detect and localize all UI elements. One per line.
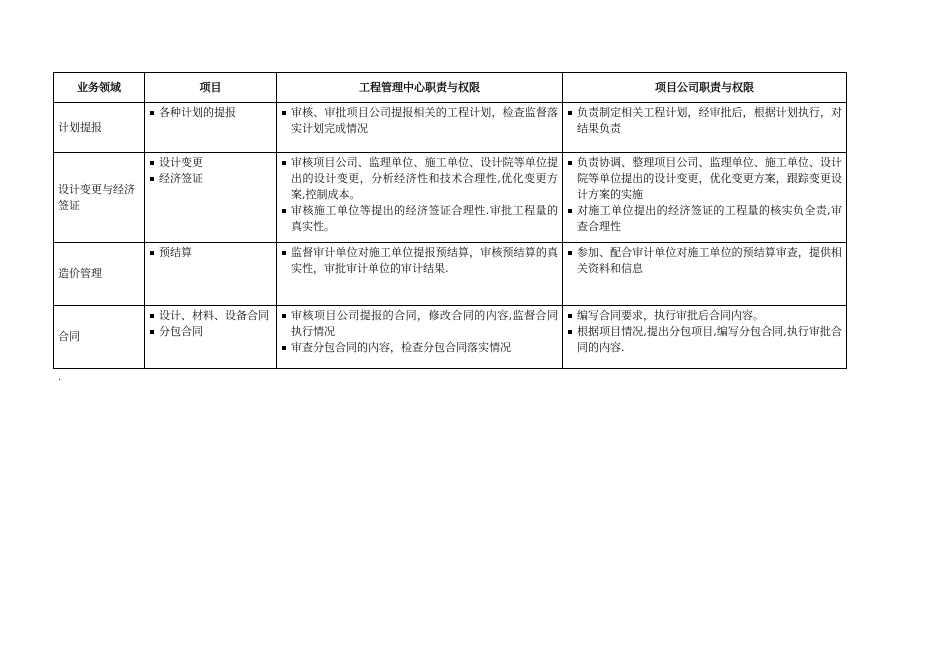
list-item: 设计、材料、设备合同 <box>149 308 272 324</box>
list-item: 负责协调、整理项目公司、监理单位、施工单位、设计院等单位提出的设计变更，优化变更方案，跟踪变更设计方案的实施 <box>567 155 842 203</box>
list-item: 对施工单位提出的经济签证的工程量的核实负全责,审查合理性 <box>567 203 842 235</box>
table-row <box>54 243 847 306</box>
table-row <box>54 153 847 243</box>
list-item: 监督审计单位对施工单位提报预结算，审核预结算的真实性，审批审计单位的审计结果. <box>281 245 558 277</box>
item-cell <box>145 103 277 153</box>
list-item: 预结算 <box>149 245 272 261</box>
item-cell <box>145 243 277 306</box>
list-item: 经济签证 <box>149 171 272 187</box>
area-cell: 造价管理 <box>54 243 145 306</box>
area-cell: 设计变更与经济签证 <box>54 153 145 243</box>
header-center-duties: 工程管理中心职责与权限 <box>277 73 563 103</box>
list-item: 根据项目情况,提出分包项目,编写分包合同,执行审批合同的内容. <box>567 324 842 356</box>
area-cell: 合同 <box>54 306 145 369</box>
footnote-mark: . <box>58 372 62 383</box>
header-item: 项目 <box>145 73 277 103</box>
list-item: 设计变更 <box>149 155 272 171</box>
header-business-area: 业务领域 <box>54 73 145 103</box>
header-company-duties: 项目公司职责与权限 <box>563 73 847 103</box>
company-duty-cell <box>563 153 847 243</box>
list-item: 审查分包合同的内容，检查分包合同落实情况 <box>281 340 558 356</box>
table-header-row <box>54 73 847 103</box>
list-item: 编写合同要求，执行审批后合同内容。 <box>567 308 842 324</box>
list-item: 审核项目公司、监理单位、施工单位、设计院等单位提出的设计变更，分析经济性和技术合理性,优化变更方案,控制成本。 <box>281 155 558 203</box>
list-item: 审核、审批项目公司提报相关的工程计划，检查监督落实计划完成情况 <box>281 105 558 137</box>
center-duty-cell <box>277 103 563 153</box>
company-duty-cell <box>563 103 847 153</box>
table-row <box>54 306 847 369</box>
responsibility-table <box>53 72 847 369</box>
center-duty-cell <box>277 153 563 243</box>
list-item: 参加、配合审计单位对施工单位的预结算审查，提供相关资料和信息 <box>567 245 842 277</box>
company-duty-cell <box>563 306 847 369</box>
list-item: 各种计划的提报 <box>149 105 272 121</box>
list-item: 分包合同 <box>149 324 272 340</box>
company-duty-cell <box>563 243 847 306</box>
list-item: 负责制定相关工程计划，经审批后，根据计划执行，对结果负责 <box>567 105 842 137</box>
item-cell <box>145 153 277 243</box>
center-duty-cell <box>277 306 563 369</box>
table-row <box>54 103 847 153</box>
center-duty-cell <box>277 243 563 306</box>
list-item: 审核项目公司提报的合同，修改合同的内容,监督合同执行情况 <box>281 308 558 340</box>
list-item: 审核施工单位等提出的经济签证合理性.审批工程量的真实性。 <box>281 203 558 235</box>
item-cell <box>145 306 277 369</box>
area-cell: 计划提报 <box>54 103 145 153</box>
